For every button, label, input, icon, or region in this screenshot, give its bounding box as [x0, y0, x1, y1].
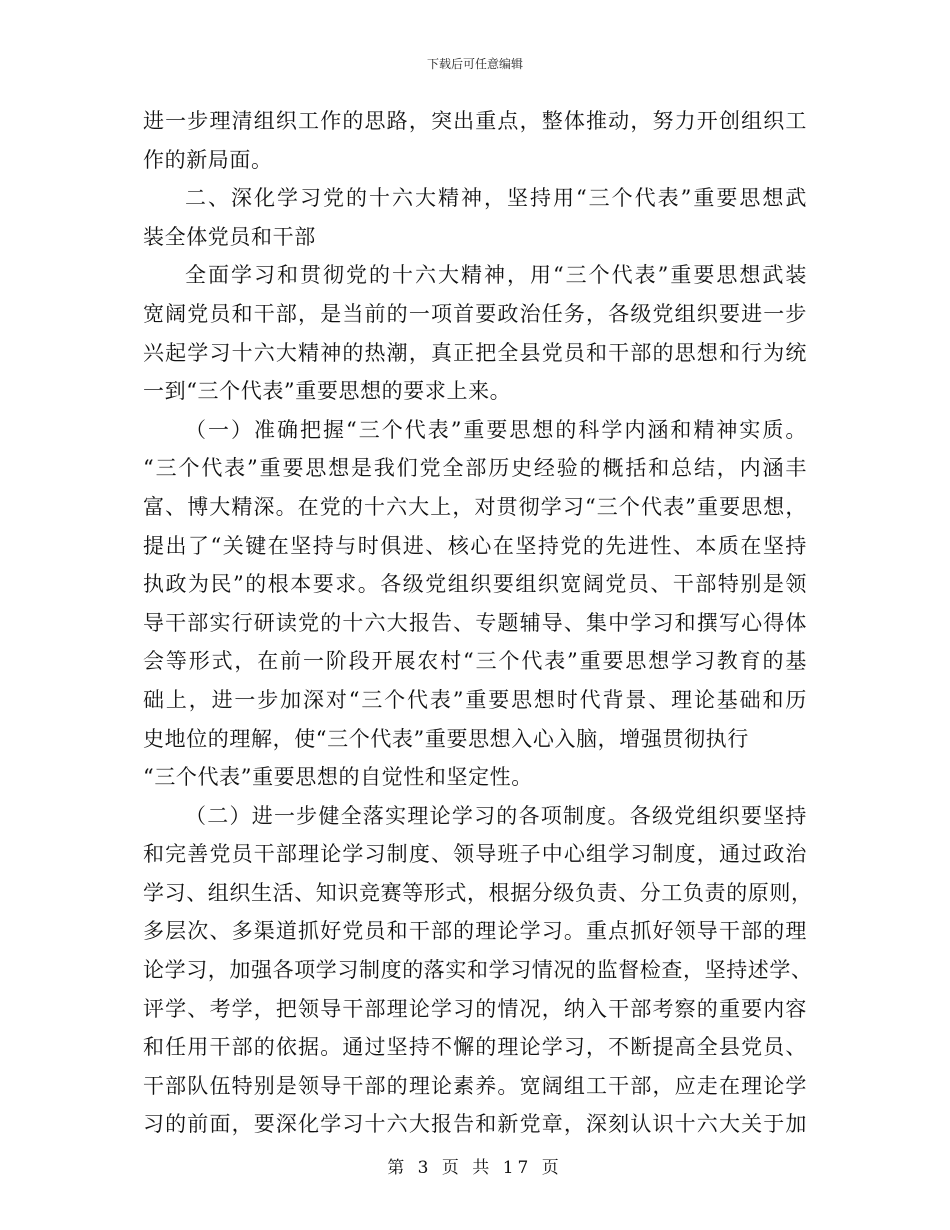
text-line: 习的前面，要深化学习十六大报告和新党章，深刻认识十六大关于加 [143, 1112, 807, 1137]
text-line: 富、博大精深。在党的十六大上，对贯彻学习“三个代表”重要思想， [143, 494, 807, 519]
text-line: 础上，进一步加深对“三个代表”重要思想时代背景、理论基础和历 [143, 687, 807, 712]
text-line: 进一步理清组织工作的思路，突出重点，整体推动，努力开创组织工 [143, 109, 807, 133]
text-line: 学习、组织生活、知识竞赛等形式，根据分级负责、分工负责的原则， [143, 880, 813, 905]
document-body [143, 102, 813, 1144]
text-line: 和任用干部的依据。通过坚持不懈的理论学习，不断提高全县党员、 [143, 1035, 807, 1060]
text-line: 提出了“关键在坚持与时俱进、核心在坚持党的先进性、本质在坚持 [143, 533, 807, 558]
text-line: 兴起学习十六大精神的热潮，真正把全县党员和干部的思想和行为统 [143, 340, 807, 365]
section-heading-line: 装全体党员和干部 [143, 224, 316, 249]
text-line: 会等形式，在前一阶段开展农村“三个代表”重要思想学习教育的基 [143, 649, 807, 674]
text-line: 一到“三个代表”重要思想的要求上来。 [143, 379, 512, 404]
text-line: 导干部实行研读党的十六大报告、专题辅导、集中学习和撰写心得体 [143, 610, 807, 635]
text-line: “三个代表”重要思想是我们党全部历史经验的概括和总结，内涵丰 [143, 456, 807, 481]
page-footer: 第 3 页 共 17 页 [387, 1158, 563, 1178]
text-line: 评学、考学，把领导干部理论学习的情况，纳入干部考察的重要内容 [143, 996, 807, 1021]
text-line: “三个代表”重要思想的自觉性和坚定性。 [143, 765, 533, 790]
page-header: 下载后可任意编辑 [426, 57, 523, 71]
text-line: 多层次、多渠道抓好党员和干部的理论学习。重点抓好领导干部的理 [143, 919, 807, 944]
text-line: 宽阔党员和干部，是当前的一项首要政治任务，各级党组织要进一步 [143, 301, 807, 326]
text-line: 全面学习和贯彻党的十六大精神，用“三个代表”重要思想武装 [185, 263, 807, 288]
text-line: （二）进一步健全落实理论学习的各项制度。各级党组织要坚持 [185, 803, 807, 828]
text-line: 和完善党员干部理论学习制度、领导班子中心组学习制度，通过政治 [143, 842, 807, 867]
text-line: 论学习，加强各项学习制度的落实和学习情况的监督检查，坚持述学、 [143, 958, 813, 983]
section-heading-line: 二、深化学习党的十六大精神，坚持用“三个代表”重要思想武 [185, 186, 807, 211]
text-line: 史地位的理解，使“三个代表”重要思想入心入脑，增强贯彻执行 [143, 726, 749, 751]
text-line: 执政为民”的根本要求。各级党组织要组织宽阔党员、干部特别是领 [143, 572, 807, 597]
text-line: （一）准确把握“三个代表”重要思想的科学内涵和精神实质。 [185, 417, 807, 442]
text-line: 作的新局面。 [143, 147, 273, 172]
text-line: 干部队伍特别是领导干部的理论素养。宽阔组工干部，应走在理论学 [143, 1073, 807, 1098]
